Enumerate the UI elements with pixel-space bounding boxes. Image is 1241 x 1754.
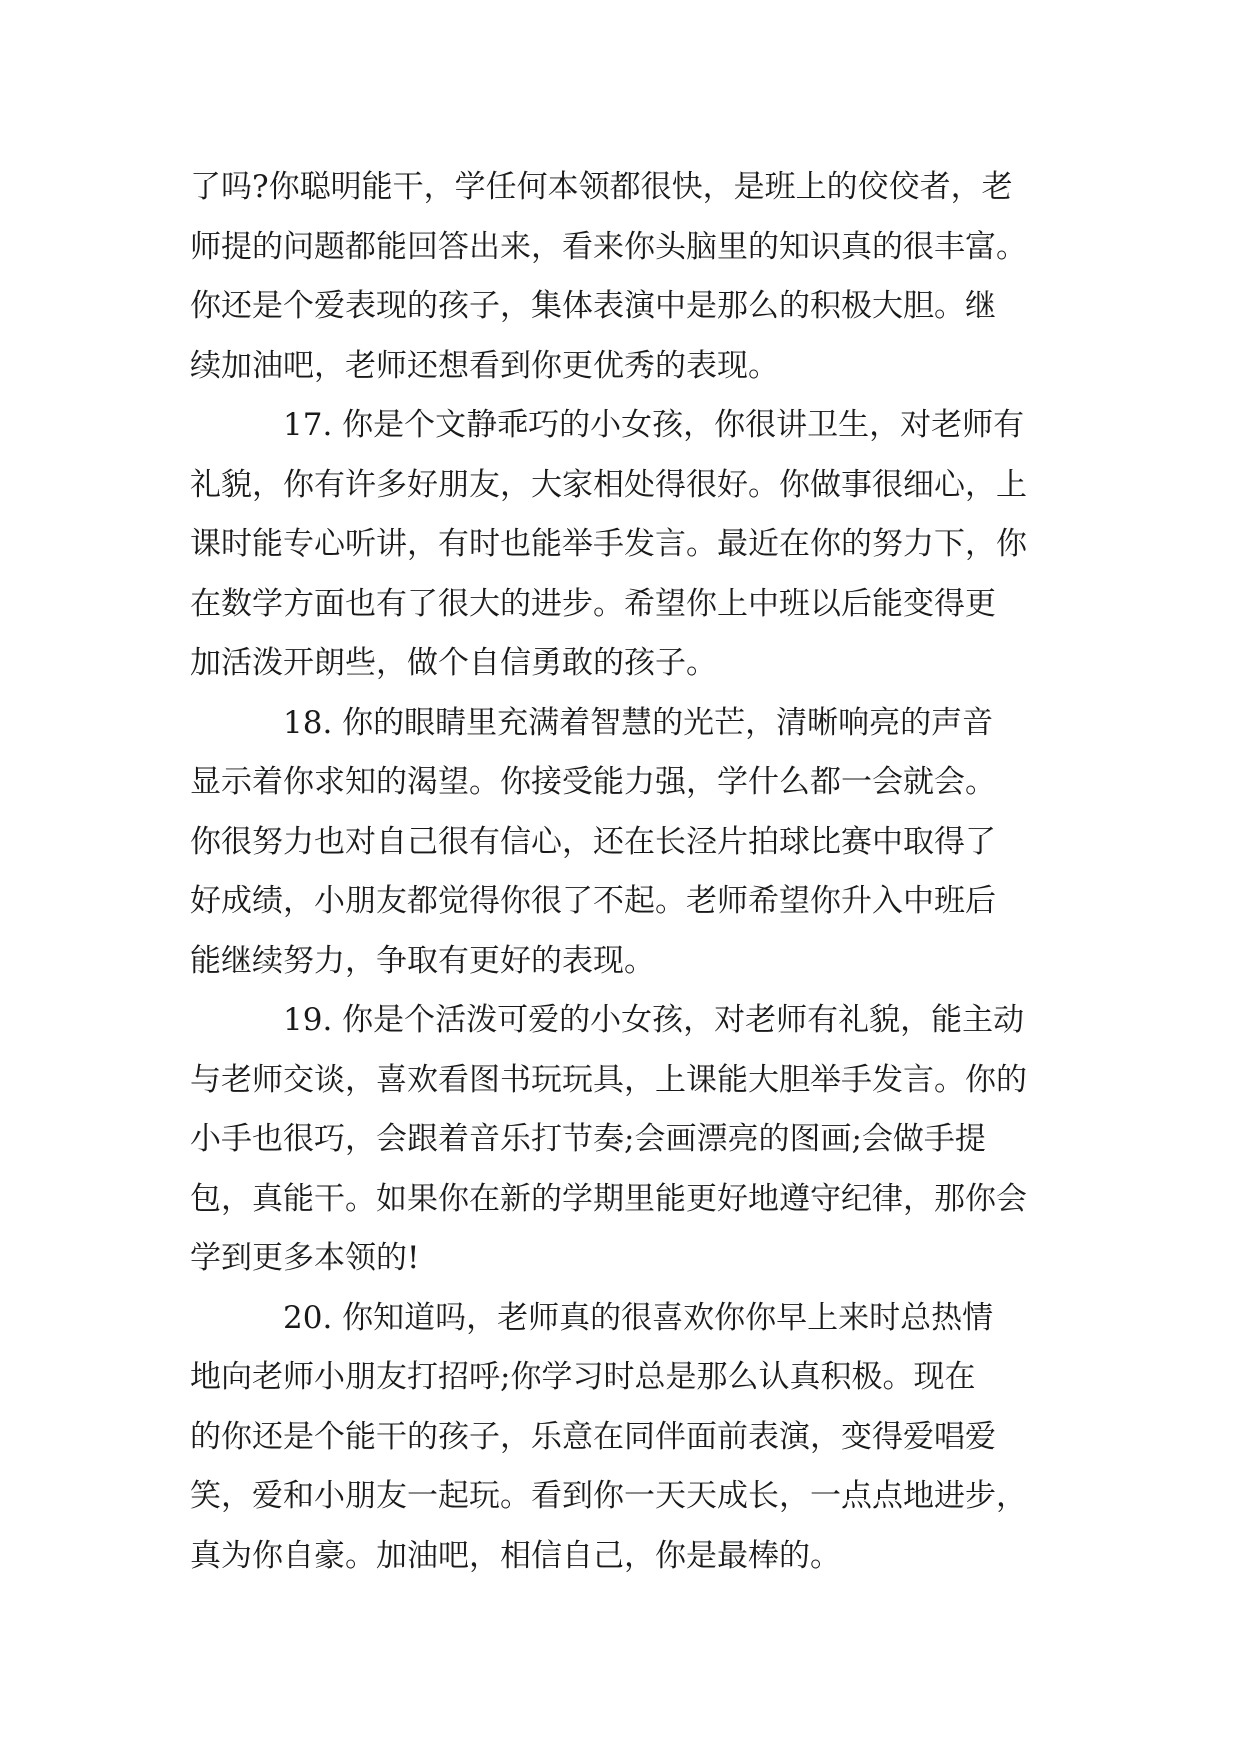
document-body	[190, 158, 1055, 1586]
text-line: 课时能专心听讲，有时也能举手发言。最近在你的努力下，你	[190, 526, 1027, 562]
text-line: 包，真能干。如果你在新的学期里能更好地遵守纪律，那你会	[190, 1180, 1027, 1217]
text-line: 与老师交谈，喜欢看图书玩玩具，上课能大胆举手发言。你的	[190, 1061, 1027, 1098]
text-line-first	[190, 1289, 1055, 1349]
text-line: 真为你自豪。加油吧，相信自己，你是最棒的。	[190, 1537, 841, 1574]
text-line: 你很努力也对自己很有信心，还在长泾片拍球比赛中取得了	[190, 823, 996, 860]
paragraph-19	[190, 991, 1055, 1289]
text-line: 你的眼睛里充满着智慧的光芒，清晰响亮的声音	[342, 704, 994, 741]
text-line: 你是个文静乖巧的小女孩，你很讲卫生，对老师有	[342, 407, 1025, 443]
text-line: 你是个活泼可爱的小女孩，对老师有礼貌，能主动	[342, 1002, 1025, 1038]
text-line: 显示着你求知的渴望。你接受能力强，学什么都一会就会。	[190, 764, 996, 800]
text-line: 学到更多本领的!	[190, 1240, 420, 1276]
text-line: 地向老师小朋友打招呼;你学习时总是那么认真积极。现在	[190, 1359, 976, 1395]
paragraph-number: 17.	[283, 407, 333, 443]
paragraph-20	[190, 1289, 1055, 1587]
text-line: 了吗?你聪明能干，学任何本领都很快，是班上的佼佼者，老	[190, 169, 1013, 205]
text-line: 礼貌，你有许多好朋友，大家相处得很好。你做事很细心，上	[190, 466, 1027, 503]
text-line: 你知道吗，老师真的很喜欢你你早上来时总热情	[342, 1299, 994, 1336]
text-line: 续加油吧，老师还想看到你更优秀的表现。	[190, 347, 779, 384]
paragraph-18	[190, 694, 1055, 992]
text-line-first	[190, 991, 1055, 1051]
text-line: 好成绩，小朋友都觉得你很了不起。老师希望你升入中班后	[190, 883, 996, 919]
paragraph-continuation	[190, 158, 1055, 396]
text-line: 你还是个爱表现的孩子，集体表演中是那么的积极大胆。继	[190, 288, 996, 324]
text-line: 加活泼开朗些，做个自信勇敢的孩子。	[190, 645, 717, 681]
text-line: 能继续努力，争取有更好的表现。	[190, 942, 655, 979]
text-line: 在数学方面也有了很大的进步。希望你上中班以后能变得更	[190, 585, 996, 622]
text-line: 笑，爱和小朋友一起玩。看到你一天天成长，一点点地进步，	[190, 1478, 1027, 1514]
text-line: 小手也很巧，会跟着音乐打节奏;会画漂亮的图画;会做手提	[190, 1121, 986, 1157]
paragraph-17	[190, 396, 1055, 694]
text-line-first	[190, 694, 1055, 754]
paragraph-number: 19.	[283, 1002, 333, 1038]
text-line-first	[190, 396, 1055, 456]
text-line: 的你还是个能干的孩子，乐意在同伴面前表演，变得爱唱爱	[190, 1418, 996, 1455]
text-line: 师提的问题都能回答出来，看来你头脑里的知识真的很丰富。	[190, 228, 1027, 265]
paragraph-number: 18.	[283, 704, 333, 741]
paragraph-number: 20.	[283, 1299, 333, 1336]
